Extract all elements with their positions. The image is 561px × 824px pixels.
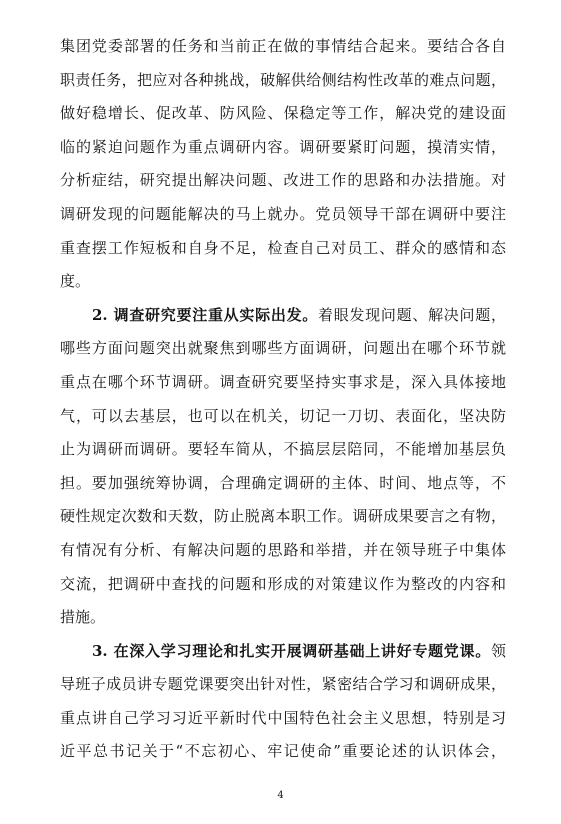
text-line <box>60 299 506 333</box>
text-line: 临的紧迫问题作为重点调研内容。调研要紧盯问题，摸清实情， <box>60 137 506 156</box>
text-line: 重点在哪个环节调研。调查研究要坚持实事求是，深入具体接地 <box>60 372 506 391</box>
text-line: 止为调研而调研。要轻车简从，不搞层层陪同，不能增加基层负 <box>60 440 506 459</box>
text-line: 重查摆工作短板和自身不足，检查自己对员工、群众的感情和态 <box>60 238 506 257</box>
text-line: 调研发现的问题能解决的马上就办。党员领导干部在调研中要注 <box>60 204 506 223</box>
text-line: 职责任务，把应对各种挑战，破解供给侧结构性改革的难点问题， <box>60 70 506 89</box>
section-heading: 3. 在深入学习理论和扎实开展调研基础上讲好专题党课。 <box>92 641 491 660</box>
paragraph <box>60 635 506 769</box>
text-line: 气，可以去基层，也可以在机关，切记一刀切、表面化，坚决防 <box>60 406 506 425</box>
text-line <box>60 635 506 669</box>
text-line: 有情况有分析、有解决问题的思路和举措，并在领导班子中集体 <box>60 540 506 559</box>
body-text <box>60 30 506 769</box>
text-line: 分析症结，研究提出解决问题、改进工作的思路和办法措施。对 <box>60 171 506 190</box>
text-line: 度。 <box>60 272 91 291</box>
page-number: 4 <box>277 790 284 801</box>
paragraph <box>60 299 506 635</box>
section-heading: 2. 调查研究要注重从实际出发。 <box>92 305 319 324</box>
text-line: 导班子成员讲专题党课要突出针对性，紧密结合学习和调研成果， <box>60 675 506 694</box>
line-text: 领 <box>490 641 506 660</box>
text-line: 哪些方面问题突出就聚焦到哪些方面调研，问题出在哪个环节就 <box>60 339 506 358</box>
text-line: 硬性规定次数和天数，防止脱离本职工作。调研成果要言之有物， <box>60 507 506 526</box>
text-line: 集团党委部署的任务和当前正在做的事情结合起来。要结合各自 <box>60 37 506 55</box>
text-line: 重点讲自己学习习近平新时代中国特色社会主义思想，特别是习 <box>60 708 506 727</box>
text-line: 交流，把调研中查找的问题和形成的对策建议作为整改的内容和 <box>60 574 506 593</box>
paragraph <box>60 30 506 299</box>
line-text: 着眼发现问题、解决问题， <box>318 305 506 324</box>
text-line: 措施。 <box>60 608 106 627</box>
text-line: 担。要加强统筹协调，合理确定调研的主体、时间、地点等，不 <box>60 473 506 492</box>
text-line: 做好稳增长、促改革、防风险、保稳定等工作，解决党的建设面 <box>60 104 506 123</box>
text-line: 近平总书记关于“不忘初心、牢记使命”重要论述的认识体会， <box>60 742 506 761</box>
